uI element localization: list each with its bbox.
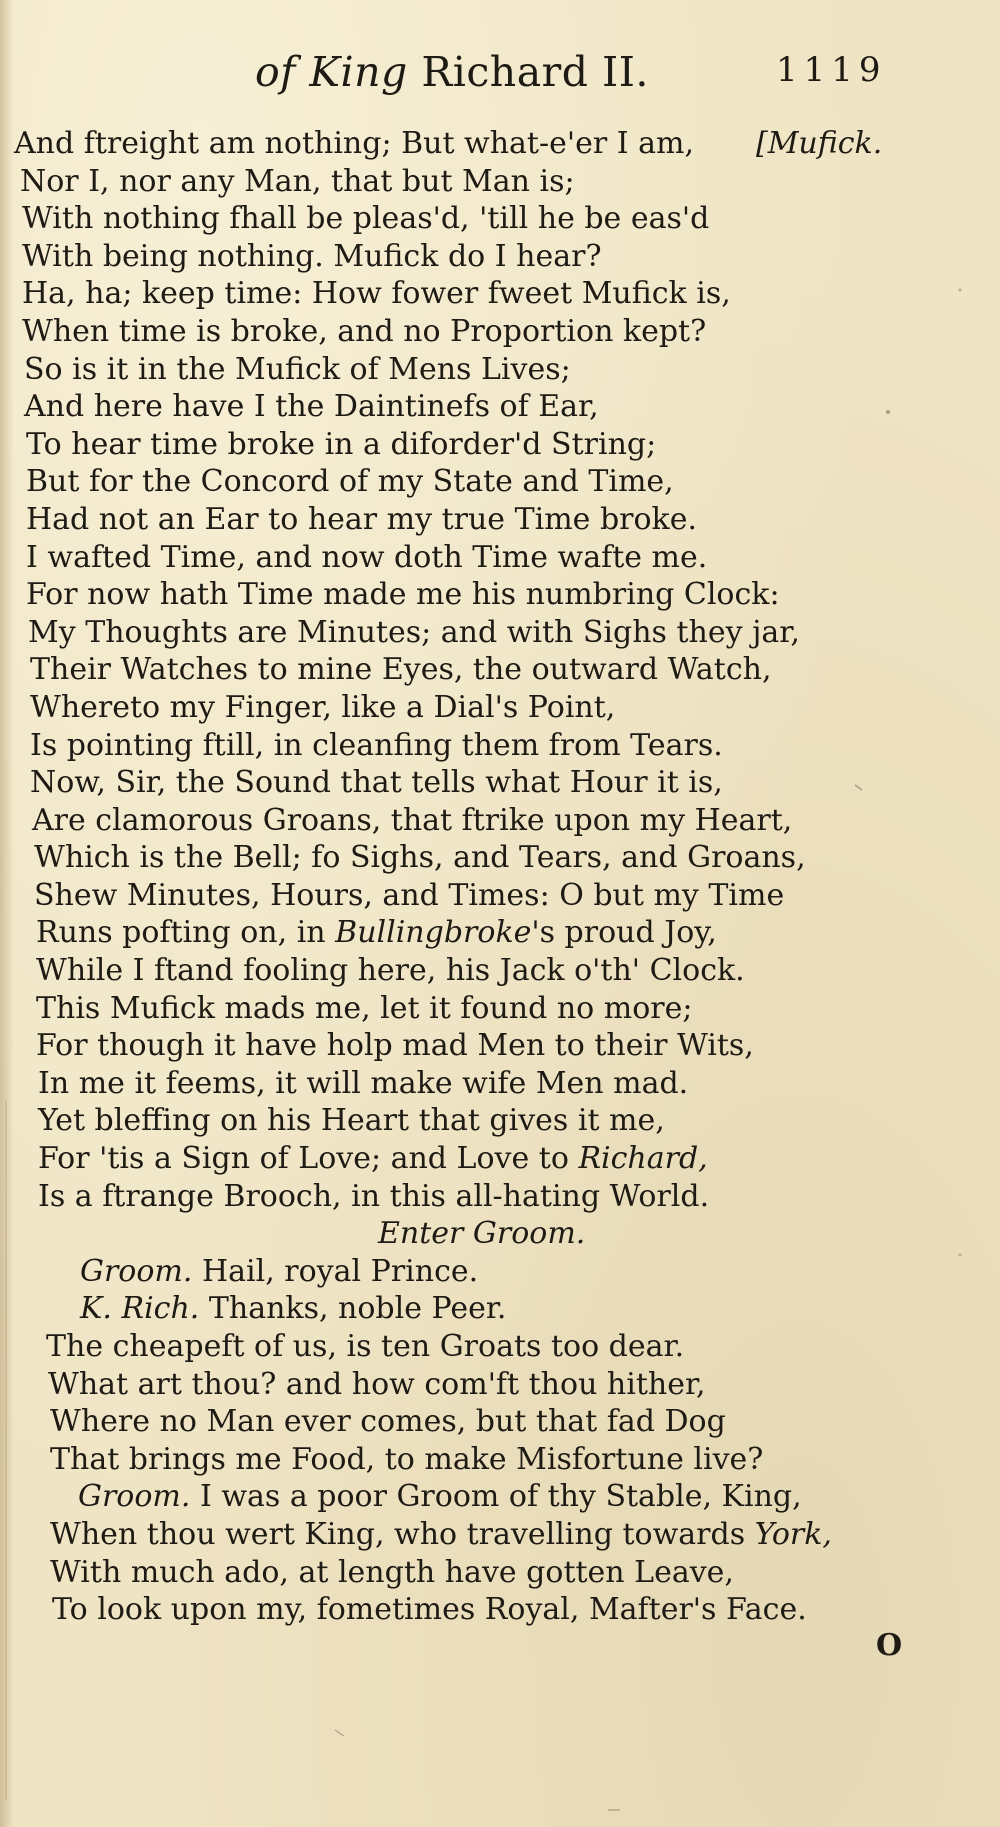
verse-line: [0, 764, 1000, 802]
roman-text: With being nothing. Mufick do I hear?: [22, 238, 602, 274]
verse-line-text: [38, 1102, 665, 1140]
verse-line: [0, 1102, 1000, 1140]
verse-line: [0, 839, 1000, 877]
verse-line: [0, 1516, 1000, 1554]
verse-line: [0, 388, 1000, 426]
verse-line-text: [48, 1366, 706, 1404]
catchword: O: [876, 1628, 903, 1663]
roman-text: Is pointing ftill, in cleanfing them from Tears.: [30, 727, 723, 763]
verse-line-text: [52, 1591, 807, 1629]
page-number: 1119: [776, 50, 887, 90]
roman-text: And ftreight am nothing; But what-e'er I am,: [14, 126, 695, 161]
italic-text: K. Rich.: [80, 1291, 200, 1327]
verse-line: [0, 351, 1000, 389]
verse-line-text: [34, 877, 784, 915]
verse-line: [0, 952, 1000, 990]
italic-text: Richard,: [578, 1141, 708, 1177]
verse-line-text: [30, 727, 723, 765]
roman-text: With nothing fhall be pleas'd, 'till he be eas'd: [22, 201, 710, 237]
verse-line-text: [26, 426, 656, 464]
stage-direction-music: [Mufick.: [756, 126, 883, 161]
verse-line: [0, 1554, 1000, 1592]
verse-line-text: [36, 990, 692, 1028]
roman-text: I was a poor Groom of thy Stable, King,: [190, 1479, 802, 1515]
verse-line: [0, 1290, 1000, 1328]
roman-text: My Thoughts are Minutes; and with Sighs they jar,: [28, 614, 800, 650]
verse-line-text: [26, 463, 674, 501]
verse-line-text: [26, 539, 707, 577]
verse-line-text: [22, 275, 731, 313]
roman-text: Their Watches to mine Eyes, the outward Watch,: [30, 652, 772, 688]
verse-line-text: [22, 313, 706, 351]
verse-line: [0, 1065, 1000, 1103]
verse-line: [0, 1478, 1000, 1516]
verse-line: [0, 990, 1000, 1028]
roman-text: This Mufick mads me, let it found no more;: [36, 990, 693, 1026]
roman-text: And here have I the Daintinefs of Ear,: [24, 389, 599, 425]
verse-line-text: [78, 1478, 802, 1516]
verse-line: [0, 275, 1000, 313]
roman-text: While I ftand fooling here, his Jack o'th' Clock.: [36, 953, 745, 989]
roman-text: To hear time broke in a diforder'd String;: [26, 426, 657, 462]
verse-line-text: [24, 388, 599, 426]
italic-text: York,: [754, 1516, 832, 1552]
verse-line-text: [22, 238, 602, 276]
roman-text: Runs pofting on, in: [36, 915, 336, 951]
running-title: [255, 48, 649, 96]
verse-line-text: [38, 1065, 688, 1103]
verse-line: [0, 1027, 1000, 1065]
verse-line-text: [38, 1178, 709, 1216]
roman-text: So is it in the Mufick of Mens Lives;: [24, 351, 571, 387]
roman-text: Is a ftrange Brooch, in this all-hating World.: [38, 1178, 710, 1214]
verse-line-text: [20, 163, 575, 201]
verse-line-text: [36, 952, 745, 990]
italic-text: Bullingbroke: [335, 915, 532, 951]
roman-text: Thanks, noble Peer.: [199, 1291, 507, 1327]
verse-line: [0, 1366, 1000, 1404]
roman-text: Which is the Bell; fo Sighs, and Tears, and Groans,: [34, 840, 806, 876]
verse-line: [0, 727, 1000, 765]
verse-line-text: [50, 1554, 734, 1592]
verse-line: [0, 651, 1000, 689]
verse-line: [0, 1441, 1000, 1479]
verse-line-text: [30, 764, 723, 802]
verse-line-text: [50, 1516, 832, 1554]
roman-text: Ha, ha; keep time: How fower fweet Mufick is,: [22, 276, 731, 312]
verse-line: [0, 802, 1000, 840]
roman-text: Whereto my Finger, like a Dial's Point,: [30, 689, 616, 725]
verse-line-text: [28, 614, 800, 652]
verse-line-text: [36, 914, 717, 952]
roman-text: Where no Man ever comes, but that fad Dog: [50, 1404, 726, 1440]
verse-text: [0, 125, 1000, 1629]
verse-line-text: [378, 1215, 585, 1253]
verse-line-text: [14, 125, 694, 163]
roman-text: The cheapeft of us, is ten Groats too dear.: [46, 1329, 685, 1364]
verse-line-text: [22, 200, 709, 238]
roman-text: For though it have holp mad Men to their Wits,: [36, 1028, 754, 1064]
verse-line: [0, 576, 1000, 614]
verse-line: [0, 200, 1000, 238]
roman-text: Shew Minutes, Hours, and Times: O but my Time: [34, 877, 785, 913]
running-title-prefix: of King: [255, 48, 408, 96]
verse-line: [0, 614, 1000, 652]
italic-text: Groom.: [80, 1253, 193, 1289]
verse-line: [0, 1591, 1000, 1629]
roman-text: To look upon my, fometimes Royal, Mafter's Face.: [52, 1592, 807, 1628]
roman-text: 's proud Joy,: [531, 915, 717, 951]
verse-line-text: [34, 839, 806, 877]
running-header: [0, 48, 1000, 108]
italic-text: Enter Groom.: [378, 1216, 586, 1252]
verse-line: [0, 426, 1000, 464]
verse-line-text: [50, 1441, 763, 1479]
verse-line-text: [80, 1290, 506, 1328]
roman-text: What art thou? and how com'ft thou hither,: [48, 1366, 706, 1402]
italic-text: Groom.: [78, 1479, 191, 1515]
verse-line: [0, 463, 1000, 501]
verse-line: [0, 501, 1000, 539]
verse-line: [0, 238, 1000, 276]
verse-line-text: [30, 689, 615, 727]
roman-text: In me it feems, it will make wife Men mad.: [38, 1065, 689, 1101]
verse-line-text: [36, 1027, 754, 1065]
roman-text: Are clamorous Groans, that ftrike upon my Heart,: [32, 802, 793, 838]
roman-text: For now hath Time made me his numbring Clock:: [26, 577, 780, 613]
verse-line: [0, 1328, 1000, 1366]
verse-line-text: [50, 1403, 726, 1441]
roman-text: Now, Sir, the Sound that tells what Hour it is,: [30, 765, 723, 801]
verse-line: [0, 313, 1000, 351]
verse-line: [0, 125, 1000, 163]
verse-line-text: [26, 501, 697, 539]
roman-text: I wafted Time, and now doth Time wafte me.: [26, 539, 708, 575]
verse-line: [0, 1403, 1000, 1441]
verse-line-text: [26, 576, 780, 614]
roman-text: But for the Concord of my State and Time,: [26, 464, 674, 500]
verse-line: [0, 163, 1000, 201]
roman-text: With much ado, at length have gotten Leave,: [50, 1554, 734, 1590]
verse-line: [0, 914, 1000, 952]
verse-line: [0, 877, 1000, 915]
verse-line-text: [32, 802, 792, 840]
running-title-main: Richard II.: [421, 48, 649, 96]
verse-line: [0, 1215, 1000, 1253]
roman-text: Hail, royal Prince.: [192, 1253, 479, 1289]
verse-line: [0, 689, 1000, 727]
verse-line-text: [38, 1140, 708, 1178]
roman-text: That brings me Food, to make Misfortune live?: [50, 1441, 764, 1477]
verse-line-text: [24, 351, 571, 389]
roman-text: Nor I, nor any Man, that but Man is;: [20, 163, 575, 199]
verse-line: [0, 1178, 1000, 1216]
verse-line: [0, 1253, 1000, 1291]
verse-line-text: [46, 1328, 684, 1366]
verse-line: [0, 1140, 1000, 1178]
verse-line-text: [30, 651, 772, 689]
verse-line-text: [80, 1253, 478, 1291]
roman-text: Yet bleffing on his Heart that gives it me,: [38, 1103, 665, 1139]
roman-text: For 'tis a Sign of Love; and Love to: [38, 1141, 579, 1177]
roman-text: Had not an Ear to hear my true Time broke.: [26, 501, 698, 537]
roman-text: When thou wert King, who travelling towards: [50, 1516, 755, 1552]
verse-line: [0, 539, 1000, 577]
roman-text: When time is broke, and no Proportion kept?: [22, 313, 707, 349]
